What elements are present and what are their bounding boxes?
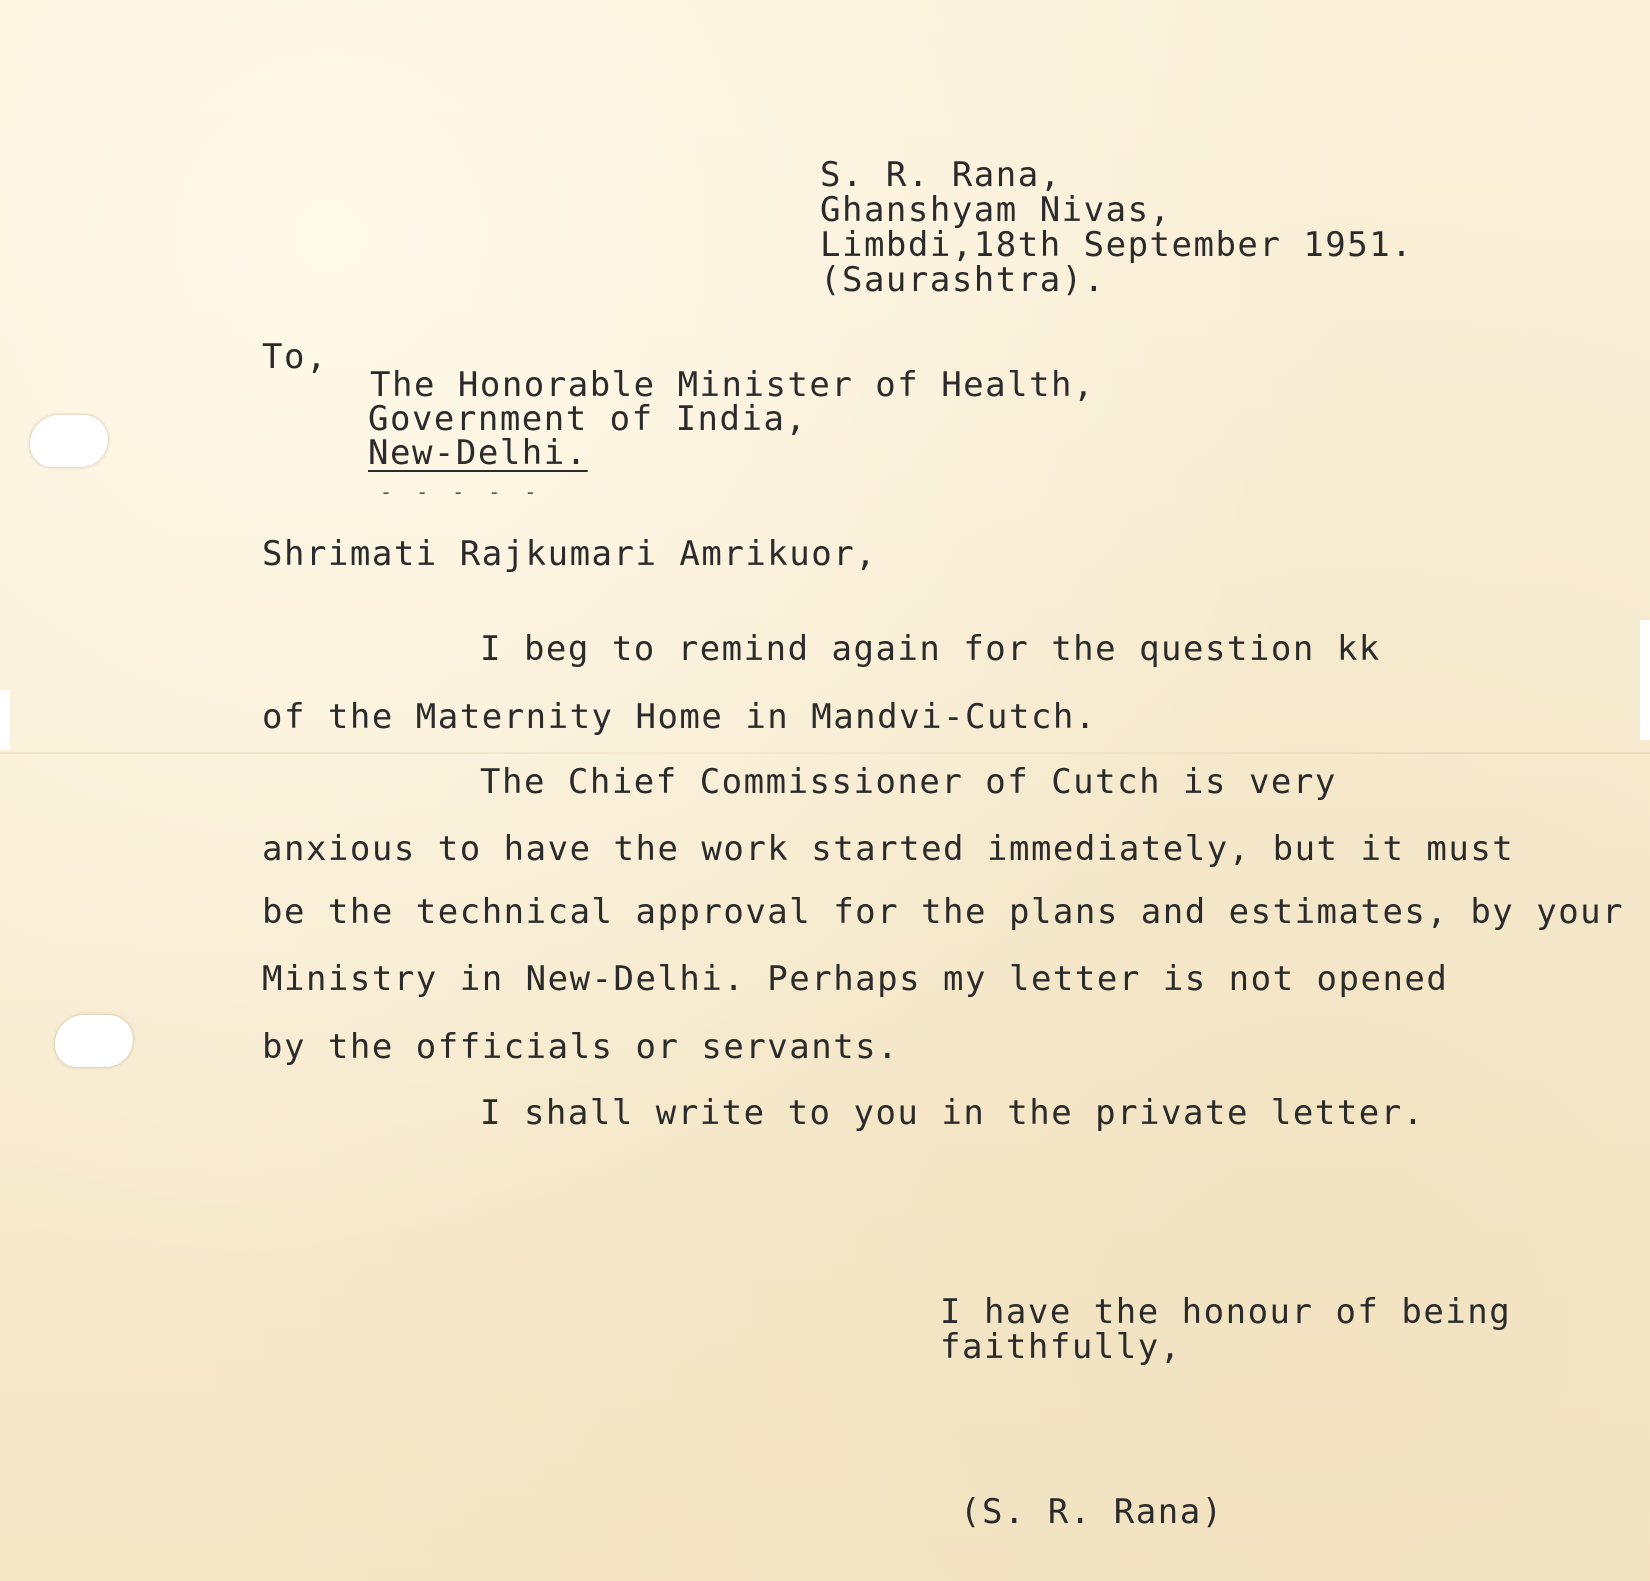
punch-hole-bottom xyxy=(55,1015,133,1067)
body-line-3: The Chief Commissioner of Cutch is very xyxy=(480,762,1337,802)
edge-tear-right xyxy=(1640,620,1650,740)
body-line-7: by the officials or servants. xyxy=(262,1027,900,1067)
punch-hole-top xyxy=(30,415,108,467)
edge-tear-left xyxy=(0,690,10,750)
recipient-line-3: New-Delhi. xyxy=(368,433,588,473)
closing-line-1: I have the honour of being xyxy=(940,1292,1512,1332)
paper-fold xyxy=(0,752,1650,754)
salutation: Shrimati Rajkumari Amrikuor, xyxy=(262,534,878,574)
to-label: To, xyxy=(262,337,328,377)
body-line-2: of the Maternity Home in Mandvi-Cutch. xyxy=(262,697,1097,737)
body-line-4: anxious to have the work started immediately, but it must xyxy=(262,829,1515,869)
body-line-8: I shall write to you in the private letter. xyxy=(480,1093,1425,1133)
body-line-6: Ministry in New-Delhi. Perhaps my letter is not opened xyxy=(262,959,1449,999)
recipient-line-1: The Honorable Minister of Health, xyxy=(370,365,1096,405)
body-line-5: be the technical approval for the plans and estimates, by your xyxy=(262,892,1625,932)
sender-region: (Saurashtra). xyxy=(820,260,1106,300)
typed-dashes: - - - - - xyxy=(380,480,543,504)
sender-place-date: Limbdi,18th September 1951. xyxy=(820,225,1414,265)
body-line-1: I beg to remind again for the question kk xyxy=(480,629,1381,669)
sender-name: S. R. Rana, xyxy=(820,155,1062,195)
closing-line-2: faithfully, xyxy=(940,1327,1182,1367)
sender-house: Ghanshyam Nivas, xyxy=(820,190,1172,230)
recipient-line-2: Government of India, xyxy=(368,399,808,439)
signature-typed: (S. R. Rana) xyxy=(960,1492,1224,1532)
